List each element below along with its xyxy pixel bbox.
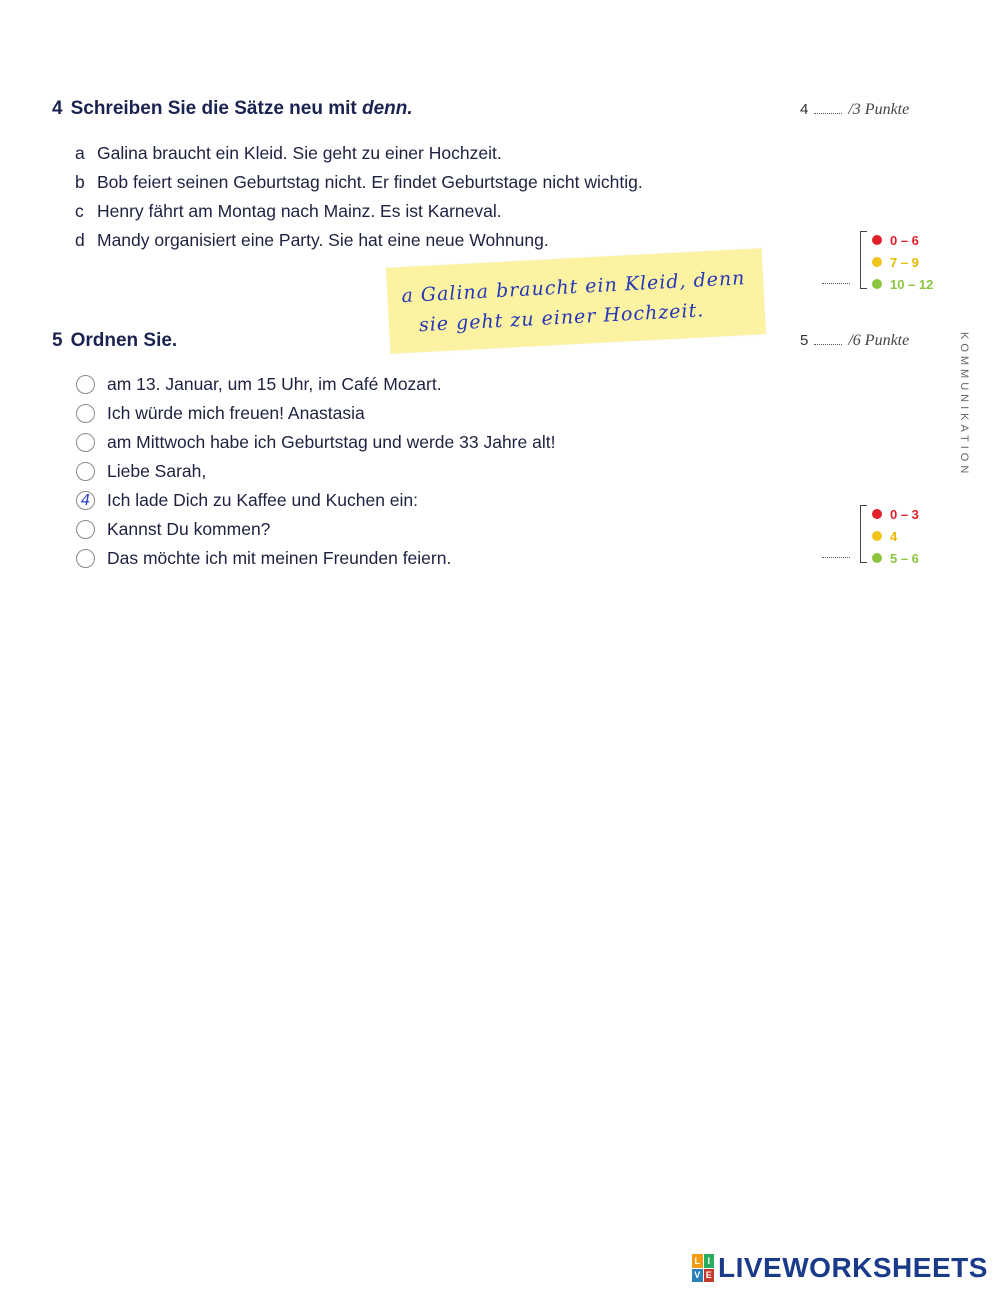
exercise-4-score (800, 101, 909, 119)
order-input[interactable] (76, 404, 95, 423)
liveworksheets-logo (692, 1252, 988, 1284)
logo-text: LIVEWORKSHEETS (718, 1252, 988, 1283)
green-dot-icon (872, 279, 882, 289)
order-item: Ich würde mich freuen! Anastasia (76, 403, 365, 424)
order-item: 4 Ich lade Dich zu Kaffee und Kuchen ein: (76, 490, 418, 511)
sentence-b: b Bob feiert seinen Geburtstag nicht. Er findet Geburtstage nicht wichtig. (75, 172, 643, 192)
order-item: Das möchte ich mit meinen Freunden feiern. (76, 548, 451, 569)
logo-badge-icon: L I V E (692, 1254, 714, 1282)
side-section-label: KOMMUNIKATION (958, 332, 970, 478)
exercise-4-number: 4 (52, 98, 63, 119)
example-line-1: a Galina braucht ein Kleid, denn (400, 267, 746, 308)
legend-bracket (860, 505, 867, 563)
legend-row: 10 – 12 (872, 273, 962, 295)
yellow-dot-icon (872, 531, 882, 541)
example-line-2: sie geht zu einer Hochzeit. (418, 299, 705, 337)
exercise-5-number: 5 (52, 330, 63, 351)
exercise-5-title (52, 330, 177, 352)
order-item: am 13. Januar, um 15 Uhr, im Café Mozart. (76, 374, 442, 395)
red-dot-icon (872, 509, 882, 519)
score-number: 5 (800, 332, 809, 349)
score-legend-1 (860, 229, 950, 295)
legend-row: 5 – 6 (872, 547, 962, 569)
exercise-5-score (800, 332, 909, 350)
exercise-5-title-text: Ordnen Sie. (70, 330, 178, 351)
red-dot-icon (872, 235, 882, 245)
yellow-dot-icon (872, 257, 882, 267)
legend-row: 7 – 9 (872, 251, 962, 273)
order-item: am Mittwoch habe ich Geburtstag und werde 33 Jahre alt! (76, 432, 555, 453)
score-blank[interactable] (814, 334, 842, 345)
order-item: Liebe Sarah, (76, 461, 206, 482)
score-label: /6 Punkte (848, 332, 910, 349)
example-sticky-note (386, 248, 766, 354)
sentence-c: c Henry fährt am Montag nach Mainz. Es ist Karneval. (75, 201, 502, 221)
sentence-d: d Mandy organisiert eine Party. Sie hat eine neue Wohnung. (75, 230, 549, 250)
exercise-4-title (52, 98, 413, 120)
order-input[interactable] (76, 549, 95, 568)
exercise-4-title-emphasis: denn. (362, 98, 413, 119)
score-number: 4 (800, 101, 809, 118)
total-blank-2[interactable] (822, 557, 850, 558)
green-dot-icon (872, 553, 882, 563)
total-blank-1[interactable] (822, 283, 850, 284)
score-blank[interactable] (814, 103, 842, 114)
order-input[interactable] (76, 375, 95, 394)
legend-row: 4 (872, 525, 962, 547)
order-item: Kannst Du kommen? (76, 519, 270, 540)
order-input[interactable]: 4 (76, 491, 95, 510)
order-input[interactable] (76, 520, 95, 539)
exercise-4-title-text: Schreiben Sie die Sätze neu mit (70, 98, 362, 119)
score-legend-2 (860, 503, 950, 569)
sentence-a: a Galina braucht ein Kleid. Sie geht zu einer Hochzeit. (75, 143, 502, 163)
score-label: /3 Punkte (848, 101, 910, 118)
legend-row: 0 – 3 (872, 503, 962, 525)
legend-row: 0 – 6 (872, 229, 962, 251)
order-input[interactable] (76, 433, 95, 452)
legend-bracket (860, 231, 867, 289)
order-input[interactable] (76, 462, 95, 481)
